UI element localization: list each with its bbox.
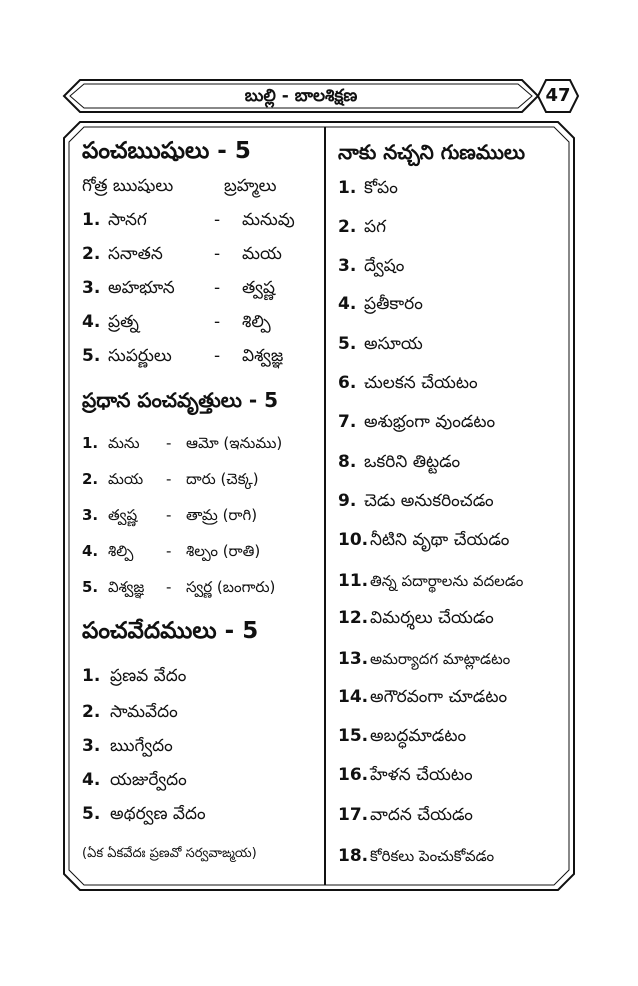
item-text: అసూయ — [364, 334, 423, 354]
item-number: 1. — [338, 178, 357, 198]
item-dash: - — [214, 210, 221, 230]
item-text: వాదన చేయడం — [370, 805, 473, 825]
list-item — [338, 412, 495, 436]
item-veda: ప్రణవ వేదం — [110, 666, 187, 686]
item-number: 4. — [82, 542, 99, 560]
item-number: 18. — [338, 846, 369, 866]
item-text: అశుభ్రంగా వుండటం — [364, 412, 496, 432]
item-number: 2. — [338, 217, 357, 237]
item-number: 13. — [338, 649, 369, 669]
list-item — [82, 210, 295, 234]
item-brahma: శిల్పి — [242, 312, 271, 332]
item-dash: - — [166, 506, 172, 524]
item-number: 1. — [82, 210, 101, 230]
item-text: అగౌరవంగా చూడటం — [370, 687, 508, 707]
item-text: అబద్ధమాడటం — [370, 726, 467, 746]
item-number: 4. — [82, 770, 101, 790]
item-rishi: అహభూన — [108, 278, 175, 298]
list-item — [82, 804, 206, 828]
item-text: పగ — [364, 217, 386, 237]
list-item — [82, 666, 186, 690]
item-dash: - — [214, 346, 221, 366]
header-banner — [62, 78, 540, 114]
item-veda: అథర్వణ వేదం — [110, 804, 206, 824]
item-number: 5. — [82, 804, 101, 824]
item-number: 3. — [338, 256, 357, 276]
item-number: 9. — [338, 491, 357, 511]
item-number: 10. — [338, 530, 369, 550]
item-veda: ఋగ్వేదం — [110, 736, 173, 756]
subheader-brahmalu: బ్రహ్మలు — [224, 176, 277, 196]
subheader-row — [82, 176, 277, 200]
item-rishi: సనాతన — [108, 244, 163, 264]
item-brahma: త్వష్ణ — [242, 278, 276, 298]
page-number: 47 — [545, 85, 571, 106]
list-item — [338, 726, 466, 750]
item-rishi: ప్రత్న — [108, 312, 139, 332]
list-item — [338, 687, 507, 711]
item-number: 5. — [82, 346, 101, 366]
list-item — [82, 702, 178, 726]
item-text: నీటిని వృథా చేయడం — [370, 530, 510, 550]
list-item — [338, 491, 494, 515]
item-name: శిల్పి — [108, 542, 134, 560]
list-item — [82, 278, 275, 302]
item-number: 16. — [338, 765, 369, 785]
item-text: ద్వేషం — [364, 256, 405, 276]
item-dash: - — [214, 278, 221, 298]
list-item — [338, 178, 398, 202]
item-number: 4. — [82, 312, 101, 332]
item-number: 2. — [82, 702, 101, 722]
list-item — [82, 434, 282, 456]
item-brahma: మనువు — [242, 210, 295, 230]
section-title-panchavruttulu: ప్రధాన పంచవృత్తులు - 5 — [82, 388, 279, 412]
list-item — [338, 294, 423, 318]
item-text: హేళన చేయటం — [370, 765, 473, 785]
item-dash: - — [166, 434, 172, 452]
item-number: 1. — [82, 434, 99, 452]
item-name: మను — [108, 434, 140, 452]
item-number: 4. — [338, 294, 357, 314]
list-item — [338, 765, 473, 789]
item-brahma: విశ్వజ్ఞ — [242, 346, 284, 366]
subheader-gotra: గోత్ర ఋషులు — [82, 176, 174, 196]
item-material: ఆమో (ఇనుము) — [186, 434, 283, 452]
list-item — [82, 542, 260, 564]
item-number: 17. — [338, 805, 369, 825]
item-text: ప్రతీకారం — [364, 294, 423, 314]
list-item — [82, 770, 187, 794]
item-dash: - — [166, 542, 172, 560]
item-dash: - — [166, 470, 172, 488]
list-item — [82, 578, 275, 600]
list-item — [82, 312, 271, 336]
section-title-panchavedamulu: పంచవేదములు - 5 — [82, 618, 259, 644]
list-item — [82, 244, 282, 268]
item-number: 8. — [338, 452, 357, 472]
item-number: 12. — [338, 608, 369, 628]
list-item — [338, 256, 404, 280]
list-item — [338, 530, 509, 554]
item-dash: - — [214, 312, 221, 332]
item-text: చెడు అనుకరించడం — [364, 491, 494, 511]
item-text: చులకన చేయటం — [364, 373, 478, 393]
item-text: విమర్శలు చేయడం — [370, 608, 494, 628]
item-name: త్వష్ణ — [108, 506, 138, 524]
item-text: కోరికలు పెంచుకోవడం — [370, 847, 495, 865]
item-brahma: మయ — [242, 244, 282, 264]
item-dash: - — [166, 578, 172, 596]
list-item — [82, 736, 173, 760]
item-text: కోపం — [364, 178, 398, 198]
footnote-verse: (ఏక ఏకవేదః ప్రణవో సర్వవాఙ్మయ) — [82, 846, 257, 861]
item-number: 2. — [82, 244, 101, 264]
list-item — [338, 608, 494, 632]
list-item — [82, 470, 259, 492]
item-number: 7. — [338, 412, 357, 432]
item-material: తామ్ర (రాగి) — [186, 506, 258, 524]
item-number: 11. — [338, 571, 369, 591]
item-dash: - — [214, 244, 221, 264]
item-name: మయ — [108, 470, 144, 488]
item-number: 14. — [338, 687, 369, 707]
item-veda: సామవేదం — [110, 702, 178, 722]
section-title-bad-qualities: నాకు నచ్చని గుణములు — [338, 140, 526, 164]
item-name: విశ్వజ్ఞ — [108, 578, 145, 596]
item-number: 1. — [82, 666, 101, 686]
list-item — [338, 571, 523, 594]
item-text: ఒకరిని తిట్టడం — [364, 452, 461, 472]
page-number-badge — [536, 78, 580, 114]
item-number: 3. — [82, 506, 99, 524]
item-text: తిన్న పదార్థాలను వదలడం — [370, 572, 524, 590]
list-item — [82, 506, 257, 528]
item-number: 6. — [338, 373, 357, 393]
item-material: దారు (చెక్క) — [186, 470, 259, 488]
list-item — [338, 805, 473, 829]
item-material: శిల్పం (రాతి) — [186, 542, 261, 560]
list-item — [338, 373, 478, 397]
item-number: 15. — [338, 726, 369, 746]
item-veda: యజుర్వేదం — [110, 770, 187, 790]
item-number: 3. — [82, 278, 101, 298]
item-text: అమర్యాదగ మాట్లాడటం — [370, 650, 511, 668]
item-number: 3. — [82, 736, 101, 756]
list-item — [82, 346, 283, 370]
section-title-pancharushulu: పంచఋషులు - 5 — [82, 138, 251, 164]
list-item — [338, 452, 460, 476]
item-number: 5. — [338, 334, 357, 354]
running-title: బుల్లి - బాలశిక్షణ — [244, 86, 358, 106]
item-rishi: సుపర్ణులు — [108, 346, 172, 366]
item-material: స్వర్ణ (బంగారు) — [186, 578, 276, 596]
list-item — [338, 217, 386, 241]
item-number: 2. — [82, 470, 99, 488]
list-item — [338, 846, 494, 869]
list-item — [338, 649, 510, 672]
item-number: 5. — [82, 578, 99, 596]
item-rishi: సానగ — [108, 210, 147, 230]
list-item — [338, 334, 423, 358]
